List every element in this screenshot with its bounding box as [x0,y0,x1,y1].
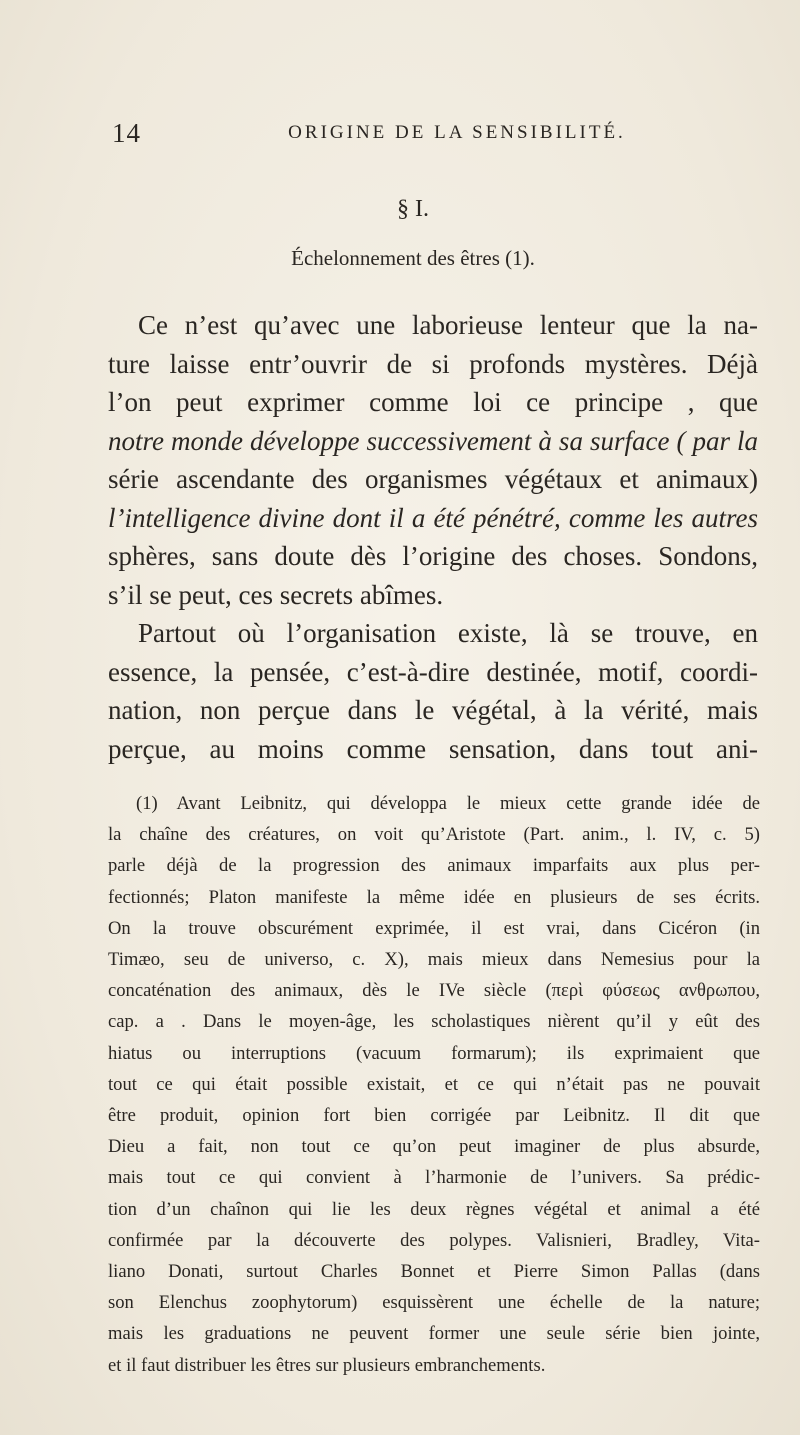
footnote-line: hiatus ou interruptions (vacuum formarum); ils exprimaient que [108,1042,760,1064]
footnote-line: concaténation des animaux, dès le IVe siècle (περὶ φύσεως ανθρωπου, [108,980,760,1002]
footnote-line: mais les graduations ne peuvent former une seule série bien jointe, [108,1323,760,1345]
text-line: ture laisse entr’ouvrir de si profonds mystères. Déjà [108,348,758,379]
footnote-line: tout ce qui était possible existait, et ce qui n’était pas ne pouvait [108,1073,760,1095]
footnote-line: son Elenchus zoophytorum) esquissèrent une échelle de la nature; [108,1292,760,1314]
text-line: Ce n’est qu’avec une laborieuse lenteur que la na- [138,310,758,340]
text-line: perçue, au moins comme sensation, dans tout ani- [108,733,758,764]
text-line: série ascendante des organismes végétaux et animaux) [108,464,758,494]
text-line: Partout où l’organisation existe, là se trouve, en [138,618,758,648]
page-number: 14 [112,118,141,148]
footnote-line: parle déjà de la progression des animaux imparfaits aux plus per- [108,855,760,877]
footnote-line: confirmée par la découverte des polypes. Valisnieri, Bradley, Vita- [108,1229,760,1251]
footnote-line: cap. a . Dans le moyen-âge, les scholastiques nièrent qu’il y eût des [108,1011,760,1033]
page-header [112,118,772,154]
footnote-line: mais tout ce qui convient à l’harmonie de l’univers. Sa prédic- [108,1167,760,1189]
text-line: s’il se peut, ces secrets abîmes. [108,579,444,610]
footnote-line: liano Donati, surtout Charles Bonnet et Pierre Simon Pallas (dans [108,1261,760,1283]
paragraph-2 [108,614,758,768]
text-line: essence, la pensée, c’est-à-dire destinée, motif, coordi- [108,656,758,687]
footnote-line: fectionnés; Platon manifeste la même idée en plusieurs de ses écrits. [108,886,760,908]
text-line: nation, non perçue dans le végétal, à la vérité, mais [108,695,758,725]
footnote-line: (1) Avant Leibnitz, qui développa le mieux cette grande idée de [136,793,760,814]
paragraph-1 [108,306,758,614]
footnote-line: On la trouve obscurément exprimée, il est vrai, dans Cicéron (in [108,917,760,939]
footnote-line: Dieu a fait, non tout ce qu’on peut imaginer de plus absurde, [108,1136,760,1158]
text-line: sphères, sans doute dès l’origine des choses. Sondons, [108,541,758,571]
text-line: l’on peut exprimer comme loi ce principe , que [108,387,758,417]
section-mark: § I. [397,196,429,222]
footnote-line: Timæo, seu de universo, c. X), mais mieux dans Nemesius pour la [108,949,760,971]
text-line: notre monde développe successivement à sa surface ( par la [108,425,758,456]
section-title: Échelonnement des êtres (1). [291,246,535,270]
footnote [108,788,760,1381]
footnote-line: être produit, opinion fort bien corrigée par Leibnitz. Il dit que [108,1105,760,1127]
body-text [108,306,758,768]
running-head: ORIGINE DE LA SENSIBILITÉ. [288,122,626,143]
footnote-line: et il faut distribuer les êtres sur plusieurs embranchements. [108,1354,546,1376]
text-line: l’intelligence divine dont il a été pénétré, comme les autres [108,502,758,533]
footnote-line: la chaîne des créatures, on voit qu’Aristote (Part. anim., l. IV, c. 5) [108,824,760,846]
footnote-line: tion d’un chaînon qui lie les deux règnes végétal et animal a été [108,1198,760,1220]
